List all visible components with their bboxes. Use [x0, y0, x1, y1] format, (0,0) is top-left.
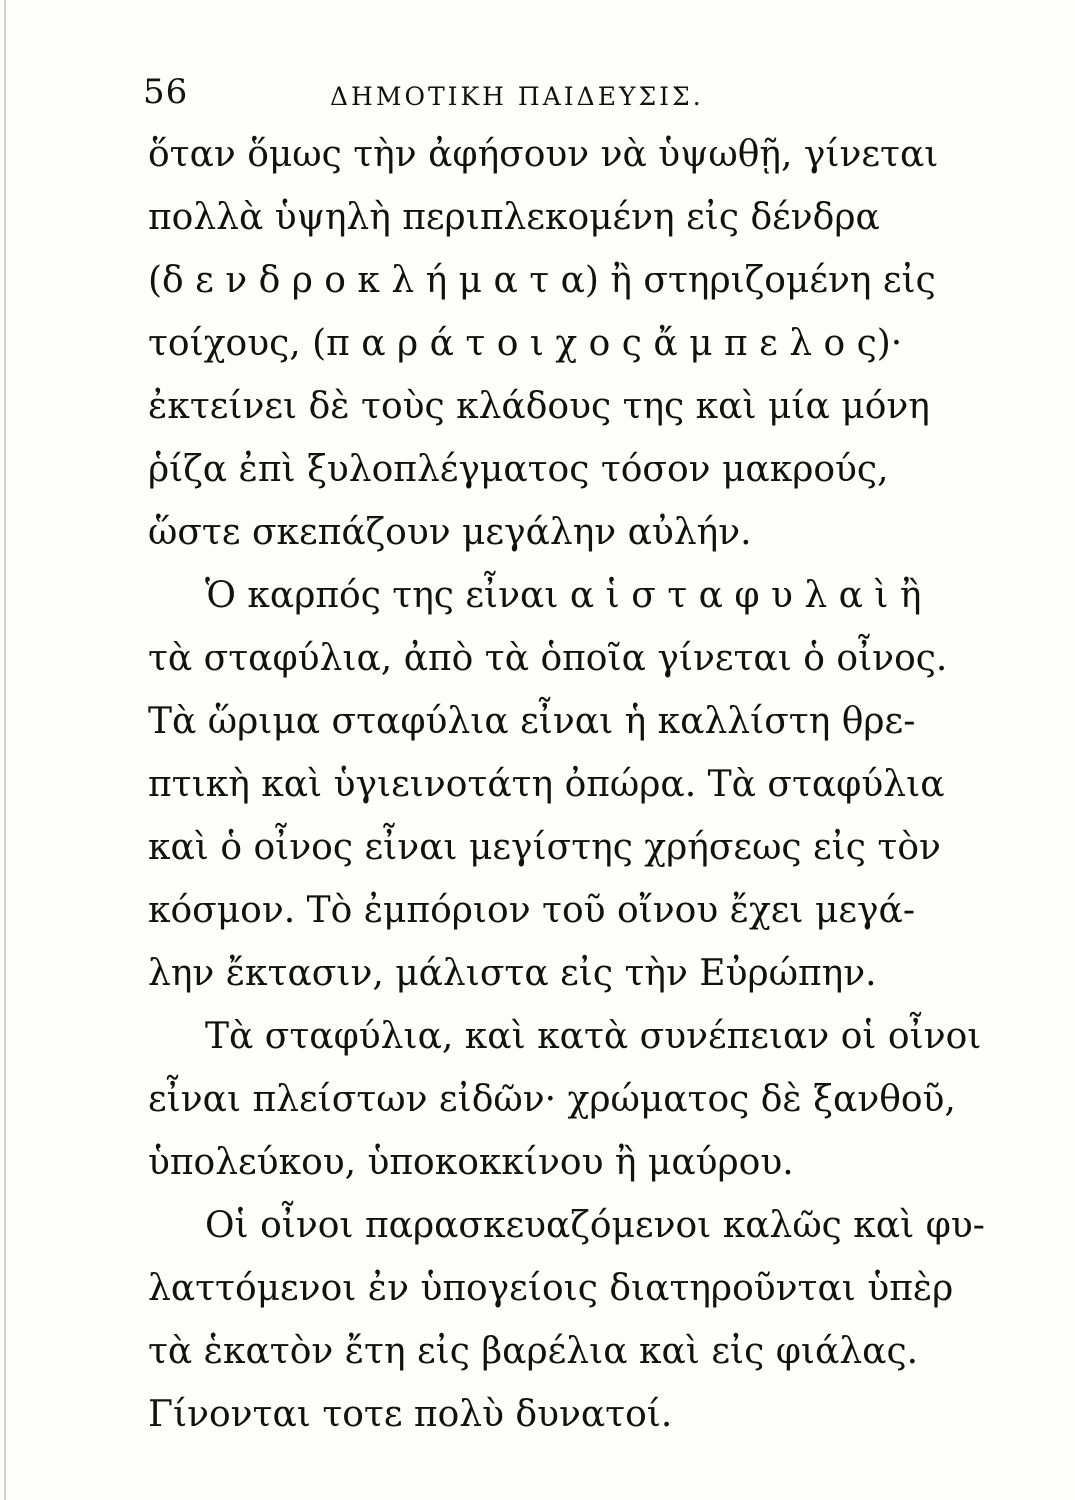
page-number: 56 — [143, 72, 189, 112]
text-line: τὰ σταφύλια, ἀπὸ τὰ ὁποῖα γίνεται ὁ οἶνος. — [148, 638, 948, 679]
text-line: τὰ ἑκατὸν ἔτη εἰς βαρέλια καὶ εἰς φιάλας. — [148, 1331, 919, 1372]
text-line: τοίχους, (π α ρ ά τ ο ι χ ο ς ἄ μ π ε λ ο ς)· — [148, 323, 903, 364]
text-line: ὥστε σκεπάζουν μεγάλην αὐλήν. — [148, 512, 752, 553]
text-line: καὶ ὁ οἶνος εἶναι μεγίστης χρήσεως εἰς τὸν — [148, 827, 941, 868]
text-line: κόσμον. Τὸ ἐμπόριον τοῦ οἴνου ἔχει μεγά- — [148, 890, 916, 931]
text-line: λαττόμενοι ἐν ὑπογείοις διατηροῦνται ὑπὲρ — [148, 1268, 954, 1309]
running-title: ΔΗΜΟΤΙΚΗ ΠΑΙΔΕΥΣΙΣ. — [330, 82, 704, 111]
text-line: ὑπολεύκου, ὑποκοκκίνου ἢ μαύρου. — [148, 1142, 794, 1183]
text-line: ὅταν ὅμως τὴν ἀφήσουν νὰ ὑψωθῇ, γίνεται — [148, 134, 939, 175]
text-line: Οἱ οἶνοι παρασκευαζόμενοι καλῶς καὶ φυ- — [205, 1205, 985, 1246]
text-line: εἶναι πλείστων εἰδῶν· χρώματος δὲ ξανθοῦ, — [148, 1079, 956, 1120]
text-line: πτικὴ καὶ ὑγιεινοτάτη ὀπώρα. Τὰ σταφύλια — [148, 764, 945, 805]
text-line: Τὰ ὥριμα σταφύλια εἶναι ἡ καλλίστη θρε- — [148, 701, 916, 742]
text-line: Γίνονται τοτε πολὺ δυνατοί. — [148, 1394, 673, 1435]
text-line: Ὁ καρπός της εἶναι α ἱ σ τ α φ υ λ α ὶ ἢ — [205, 575, 922, 616]
text-line: (δ ε ν δ ρ ο κ λ ή μ α τ α) ἢ στηριζομένη εἰς — [148, 260, 936, 301]
text-line: ἐκτείνει δὲ τοὺς κλάδους της καὶ μία μόνη — [148, 386, 930, 427]
text-line: Τὰ σταφύλια, καὶ κατὰ συνέπειαν οἱ οἶνοι — [205, 1016, 982, 1057]
text-line: πολλὰ ὑψηλὴ περιπλεκομένη εἰς δένδρα — [148, 197, 880, 238]
text-line: ῥίζα ἐπὶ ξυλοπλέγματος τόσον μακρούς, — [148, 449, 889, 490]
text-line: λην ἔκτασιν, μάλιστα εἰς τὴν Εὐρώπην. — [148, 953, 877, 994]
